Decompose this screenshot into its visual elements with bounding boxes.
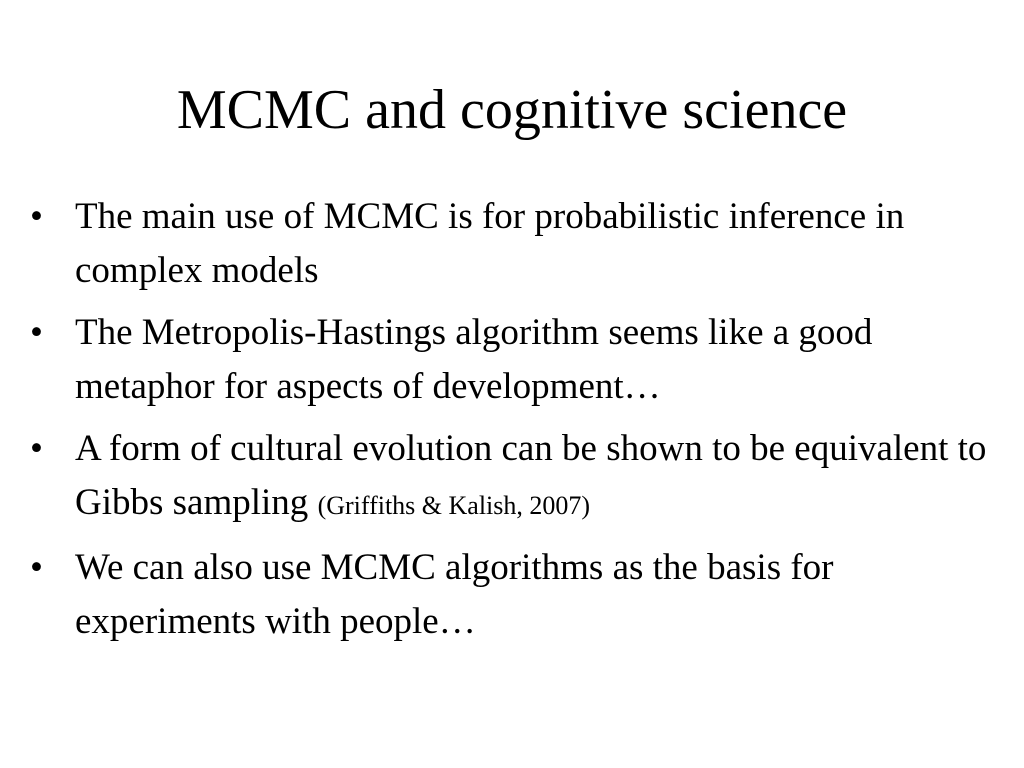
- bullet-item: [30, 306, 1020, 414]
- bullet-text: The main use of MCMC is for probabilistic inference in complex models: [75, 196, 905, 291]
- bullet-item: [30, 422, 1020, 533]
- bullet-text: A form of cultural evolution can be shown to be equivalent to Gibbs sampling: [75, 428, 987, 523]
- bullet-marker: •: [30, 196, 43, 237]
- citation: (Griffiths & Kalish, 2007): [317, 491, 591, 520]
- bullet-marker: •: [30, 547, 43, 588]
- bullet-list: [30, 190, 1020, 657]
- bullet-item: [30, 541, 1020, 649]
- slide-title: MCMC and cognitive science: [176, 79, 848, 141]
- bullet-marker: •: [30, 312, 43, 353]
- bullet-text: The Metropolis-Hastings algorithm seems like a good metaphor for aspects of development…: [75, 312, 873, 407]
- bullet-marker: •: [30, 428, 43, 469]
- bullet-item: [30, 190, 1020, 298]
- bullet-text: We can also use MCMC algorithms as the basis for experiments with people…: [75, 547, 834, 642]
